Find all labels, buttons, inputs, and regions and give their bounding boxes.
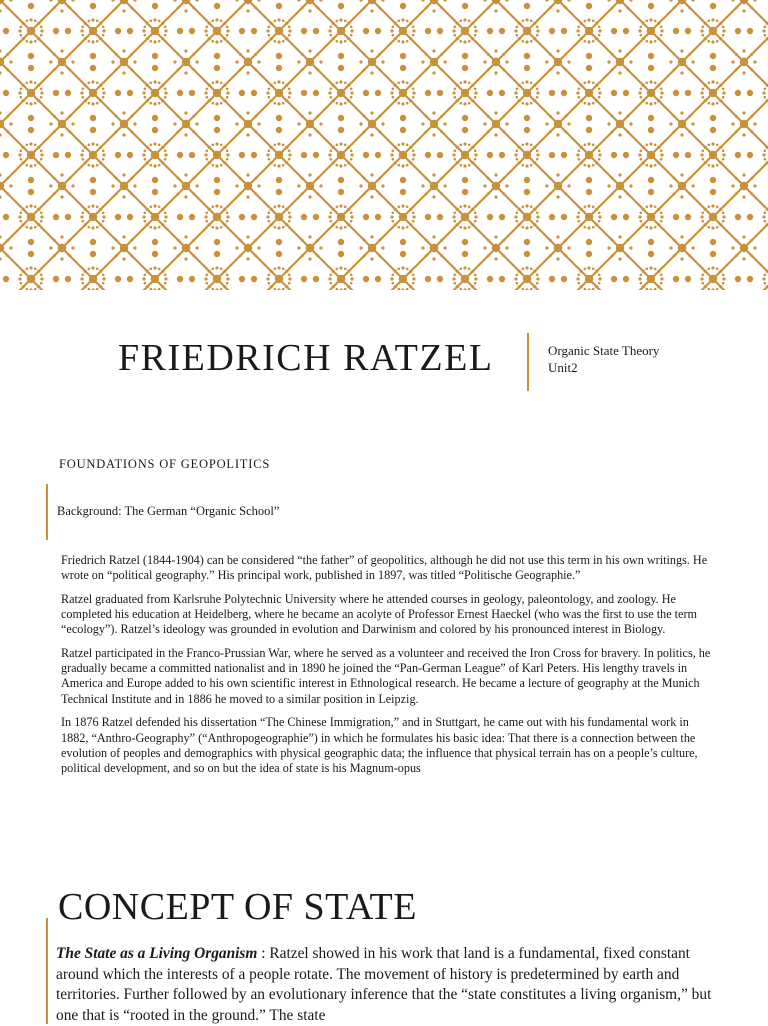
paragraph: Friedrich Ratzel (1844-1904) can be considered “the father” of geopolitics, although he did not use this term in his own writings. He wrote on “political geography.” His principal work, published in 1897, was titled “Politische Geographie.”: [61, 553, 708, 583]
concept-paragraph: [56, 944, 716, 1026]
subsection-heading: Background: The German “Organic School”: [57, 504, 280, 518]
paragraph: Ratzel participated in the Franco-Prussian War, where he served as a volunteer and received the Iron Cross for bravery. In politics, he gradually became a committed nationalist and in 1890 he joined the “Pan-German League” of Karl Peters. His lengthy travels in America and Europe added to his own scientific interest in Ethnological research. He became a lecture of geography at the Munich Technical Institute and in 1886 he moved to a similar position in Leipzig.: [61, 646, 711, 706]
subtitle-unit: Unit2: [548, 360, 578, 375]
subtitle-line: Organic State Theory: [548, 343, 660, 358]
subtitle-block: [548, 342, 659, 376]
paragraph: Ratzel graduated from Karlsruhe Polytechnic University where he attended courses in geology, paleontology, and zoology. He completed his education at Heidelberg, where he became an acolyte of Professor Ernest Haeckel (who was the first to use the term “ecology”). Ratzel’s ideology was grounded in evolution and Darwinism and colored by his pronounced interest in Biology.: [61, 591, 697, 637]
page-title: FRIEDRICH RATZEL: [118, 337, 494, 379]
accent-bar: [46, 484, 48, 540]
concept-text: : Ratzel showed in his work that land is a fundamental, fixed constant around which the interests of a people rotate. The movement of history is predetermined by earth and territories. Further followed by an evolutionary inference that the “state constitutes a living organism,” but one that is “rooted in the ground.” The state: [56, 945, 712, 1024]
accent-bar: [46, 918, 48, 1024]
concept-lead: The State as a Living Organism: [56, 945, 258, 962]
title-divider: [527, 333, 529, 391]
paragraph: In 1876 Ratzel defended his dissertation “The Chinese Immigration,” and in Stuttgart, he came out with his fundamental work in 1882, “Anthro-Geography” (“Anthropogeographie”) in which he formulates his basic idea: That there is a connection between the evolution of peoples and demographics with physical geographic data; the influence that physical terrain has on a people’s culture, political development, and so on but the idea of state is his Magnum-opus: [61, 715, 698, 775]
body-text: [61, 553, 713, 785]
section-title: CONCEPT OF STATE: [58, 886, 417, 928]
section-heading: FOUNDATIONS OF GEOPOLITICS: [59, 457, 271, 471]
decorative-pattern-banner: [0, 0, 768, 290]
